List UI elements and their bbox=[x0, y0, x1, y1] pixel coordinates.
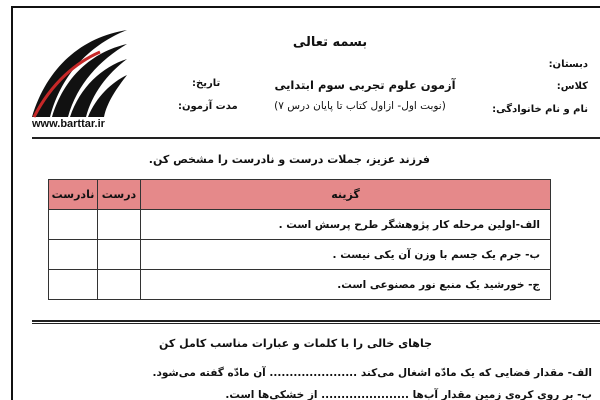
true-answer-cell[interactable] bbox=[98, 240, 141, 270]
true-answer-cell[interactable] bbox=[98, 270, 141, 300]
statement-cell: ب- جرم یک جسم با وزن آن یکی نیست . bbox=[140, 240, 550, 270]
section-divider bbox=[32, 320, 600, 322]
section1-instruction: فرزند عزیز، جملات درست و نادرست را مشخص کن. bbox=[148, 153, 430, 166]
logo-swoosh-icon bbox=[22, 22, 132, 122]
class-label: کلاس: bbox=[556, 81, 588, 92]
statement-cell: الف-اولین مرحله کار پژوهشگر طرح پرسش است . bbox=[140, 210, 550, 240]
header-true: درست bbox=[98, 180, 141, 210]
page-title: بسمه تعالی bbox=[292, 35, 368, 50]
section2-instruction: جاهای خالی را با کلمات و عبارات مناسب کامل کن bbox=[159, 337, 432, 350]
true-false-table bbox=[48, 179, 551, 300]
true-answer-cell[interactable] bbox=[98, 210, 141, 240]
student-name-label: نام و نام خانوادگی: bbox=[492, 104, 588, 115]
header-statement: گزینه bbox=[140, 180, 550, 210]
table-row bbox=[49, 210, 551, 240]
false-answer-cell[interactable] bbox=[49, 270, 98, 300]
fill-blank-line: الف- مقدار فضایی که یک مادّه اشغال می‌کند ...................... آن مادّه گفته می‌شود. bbox=[152, 367, 592, 379]
date-label: تاریخ: bbox=[192, 78, 221, 89]
table-row bbox=[49, 270, 551, 300]
logo-url[interactable]: www.barttar.ir bbox=[32, 118, 105, 130]
header-false: نادرست bbox=[49, 180, 98, 210]
statement-cell: ج- خورشید یک منبع نور مصنوعی است. bbox=[140, 270, 550, 300]
fill-blank-line: ب- بر روی کره‌ی زمین مقدار آب‌ها ...................... از خشکی‌ها است. bbox=[225, 389, 592, 400]
table-row bbox=[49, 240, 551, 270]
exam-subtitle: (نوبت اول- ازاول کتاب تا پایان درس ۷) bbox=[274, 100, 446, 112]
false-answer-cell[interactable] bbox=[49, 210, 98, 240]
header-divider bbox=[32, 137, 600, 139]
school-label: دبستان: bbox=[548, 59, 588, 70]
false-answer-cell[interactable] bbox=[49, 240, 98, 270]
duration-label: مدت آزمون: bbox=[178, 101, 238, 112]
section-divider-thin bbox=[32, 323, 600, 324]
exam-title: آزمون علوم تجربی سوم ابتدایی bbox=[274, 78, 456, 92]
